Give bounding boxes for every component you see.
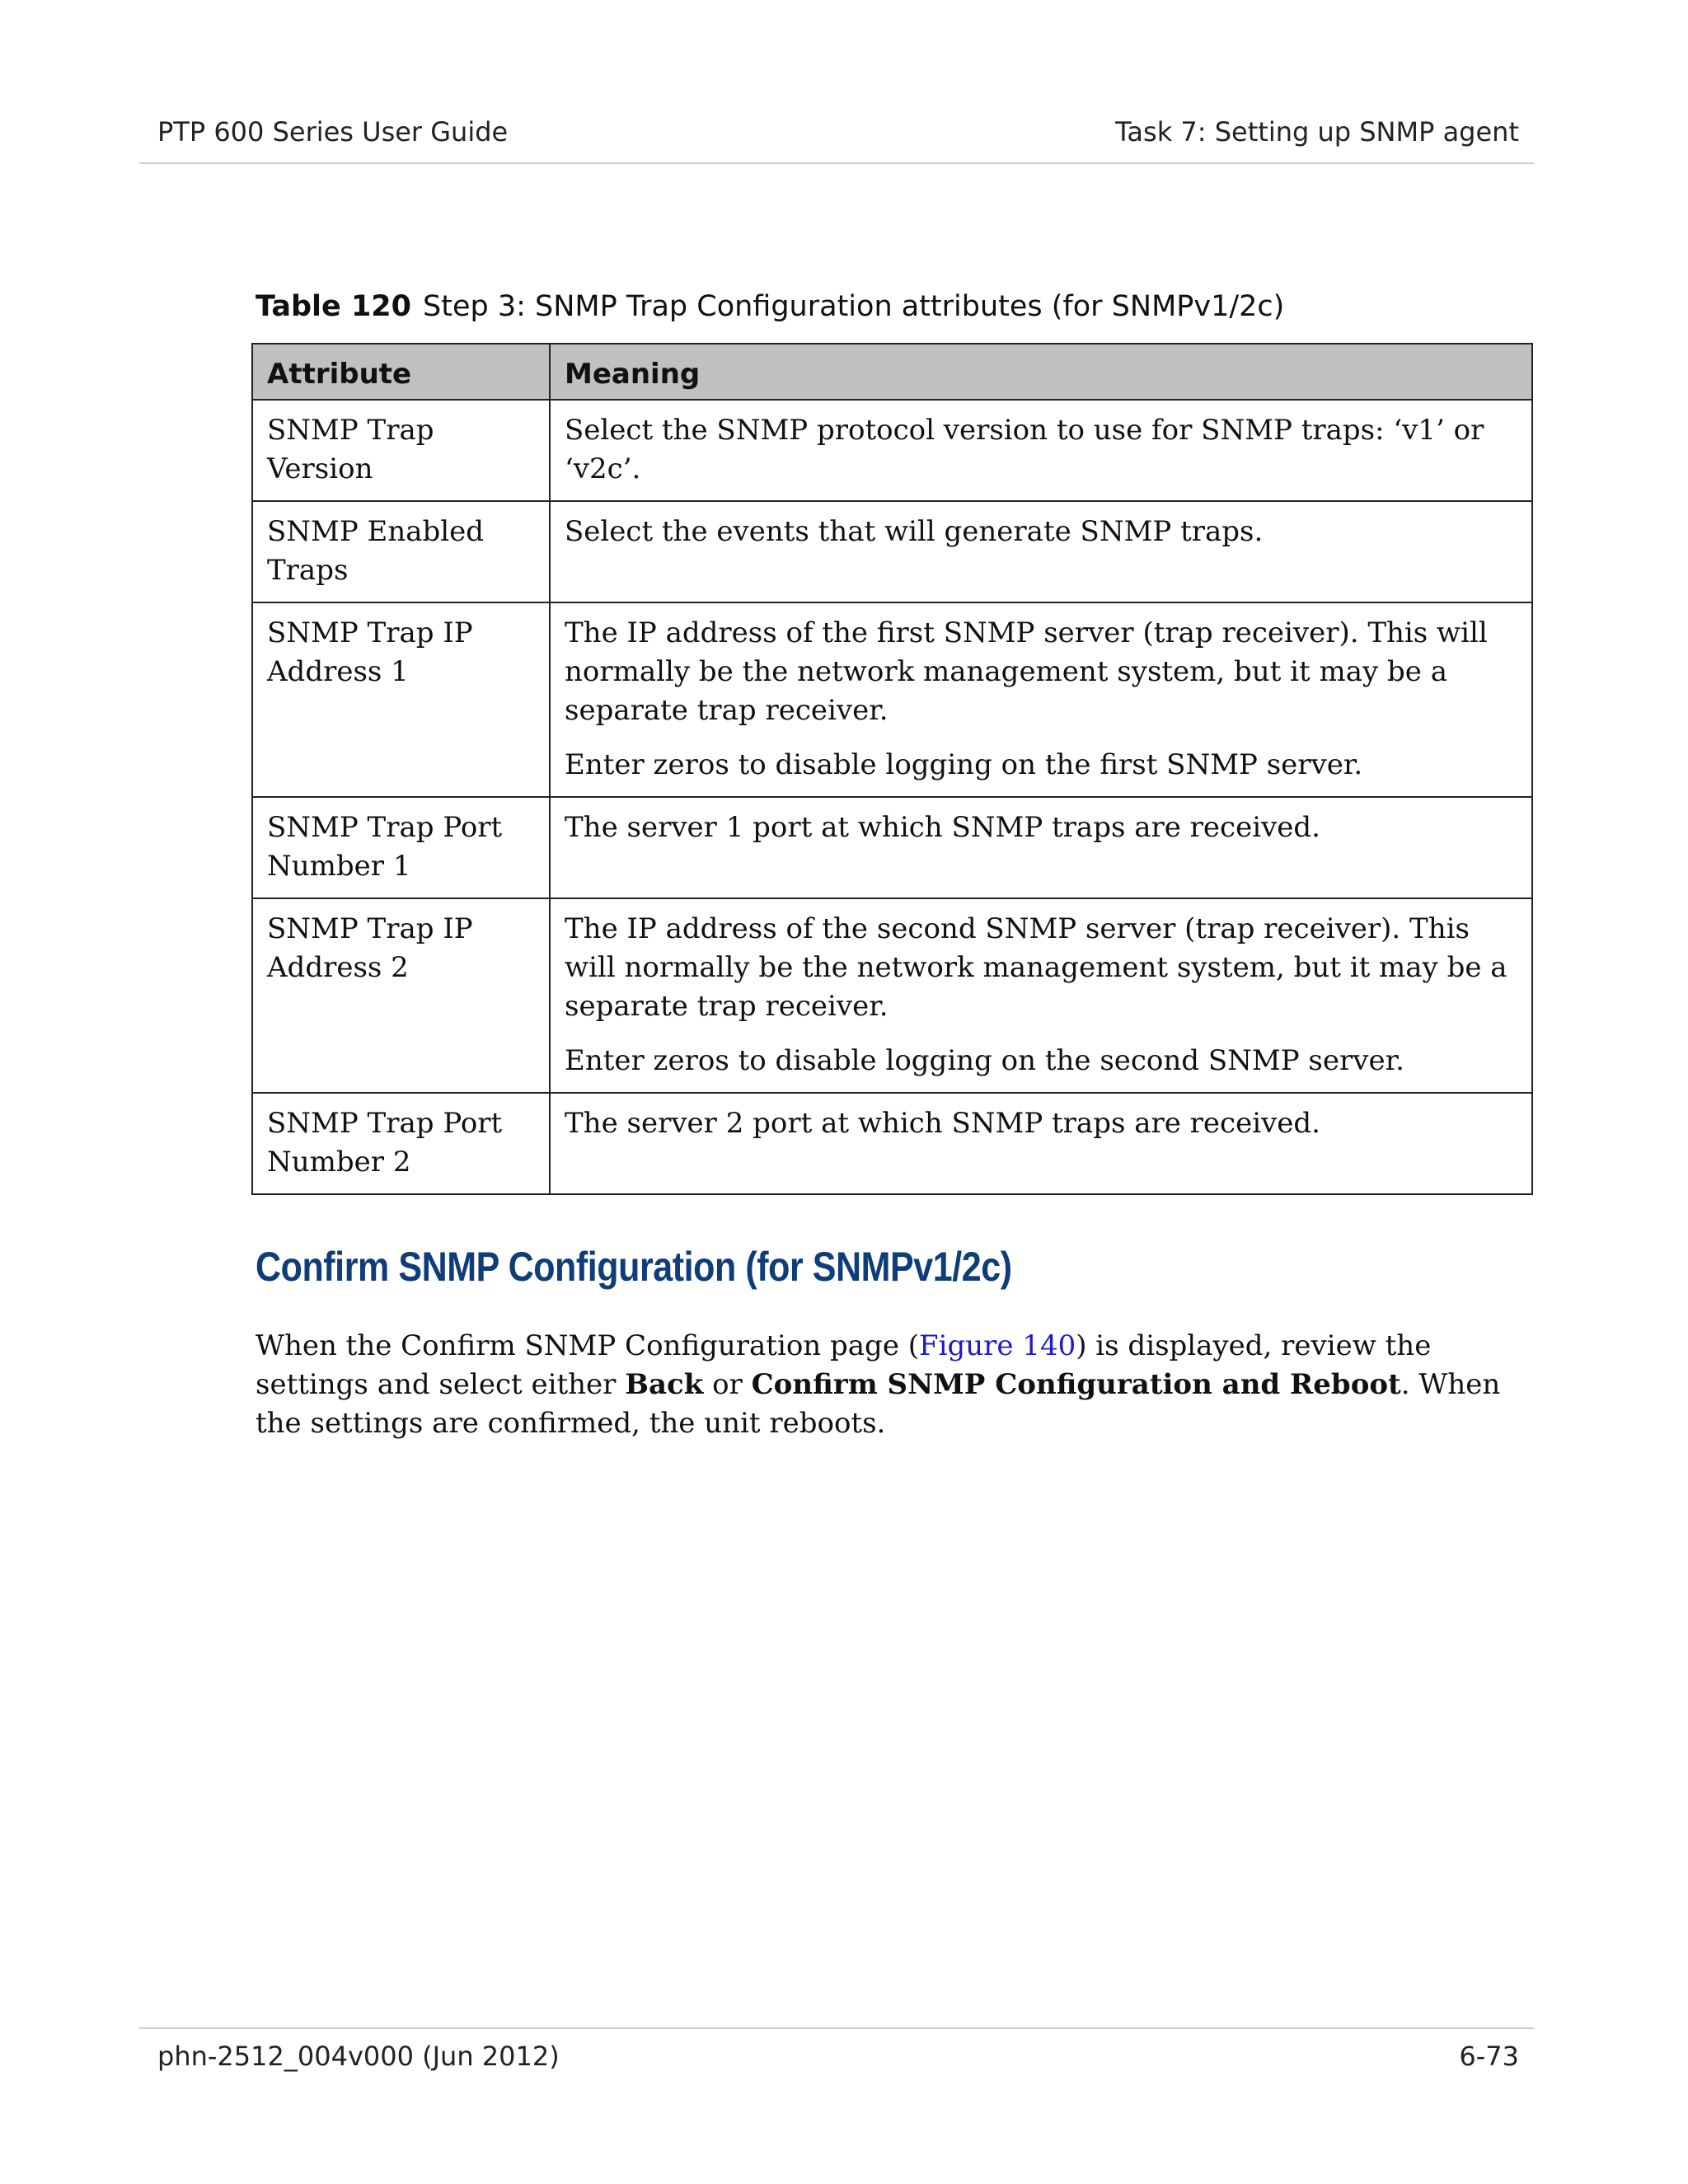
page-header [139, 111, 1534, 164]
table-row [252, 1093, 1532, 1194]
meaning-cell [550, 400, 1532, 501]
section-paragraph [256, 1327, 1541, 1443]
meaning-paragraph: The IP address of the first SNMP server (trap receiver). This will normally be the network management system, but it may be a separate trap receiver. [565, 616, 1488, 727]
snmp-trap-attributes-table [251, 343, 1533, 1195]
meaning-paragraph: Select the SNMP protocol version to use for SNMP traps: ‘v1’ or ‘v2c’. [565, 414, 1484, 485]
paragraph-text: ) is displayed, review the settings and select either [256, 1329, 1432, 1401]
table-caption-text: Step 3: SNMP Trap Configuration attributes (for SNMPv1/2c) [423, 290, 1285, 323]
page-footer [139, 2027, 1534, 2079]
meaning-cell [550, 898, 1532, 1093]
header-document-title: PTP 600 Series User Guide [157, 116, 509, 148]
footer-page-number: 6-73 [1459, 2041, 1519, 2072]
column-header-meaning: Meaning [550, 344, 1532, 400]
figure-link[interactable]: Figure 140 [919, 1329, 1076, 1362]
table-header-row [252, 344, 1532, 400]
meaning-cell [550, 501, 1532, 602]
meaning-paragraph: Enter zeros to disable logging on the second SNMP server. [565, 1044, 1404, 1077]
attribute-cell: SNMP Trap IP Address 2 [252, 898, 550, 1093]
meaning-paragraph: The IP address of the second SNMP server (trap receiver). This will normally be the network management system, but it may be a separate trap receiver. [565, 912, 1507, 1023]
back-term: Back [625, 1368, 704, 1401]
header-section-title: Task 7: Setting up SNMP agent [1115, 116, 1519, 148]
table-caption-number: Table 120 [256, 290, 412, 323]
attribute-cell: SNMP Trap IP Address 1 [252, 602, 550, 797]
attribute-cell: SNMP Enabled Traps [252, 501, 550, 602]
attribute-cell: SNMP Trap Port Number 2 [252, 1093, 550, 1194]
footer-document-id: phn-2512_004v000 (Jun 2012) [157, 2041, 560, 2072]
meaning-paragraph: Select the events that will generate SNMP traps. [565, 515, 1264, 548]
table-caption [256, 290, 1284, 323]
section-heading: Confirm SNMP Configuration (for SNMPv1/2c) [256, 1244, 1012, 1290]
table-row [252, 898, 1532, 1093]
table-row [252, 602, 1532, 797]
table-row [252, 501, 1532, 602]
table-row [252, 797, 1532, 898]
paragraph-text: When the Confirm SNMP Configuration page ( [256, 1329, 920, 1362]
meaning-cell [550, 797, 1532, 898]
attribute-cell: SNMP Trap Port Number 1 [252, 797, 550, 898]
meaning-paragraph: The server 1 port at which SNMP traps are received. [565, 811, 1320, 844]
confirm-reboot-term: Confirm SNMP Configuration and Reboot [751, 1368, 1401, 1401]
paragraph-text: . When the settings are confirmed, the unit reboots. [256, 1368, 1501, 1440]
meaning-cell [550, 602, 1532, 797]
meaning-cell [550, 1093, 1532, 1194]
meaning-paragraph: The server 2 port at which SNMP traps are received. [565, 1107, 1320, 1140]
attribute-cell: SNMP Trap Version [252, 400, 550, 501]
meaning-paragraph: Enter zeros to disable logging on the first SNMP server. [565, 748, 1363, 781]
paragraph-text: or [703, 1368, 752, 1401]
column-header-attribute: Attribute [252, 344, 550, 400]
table-row [252, 400, 1532, 501]
